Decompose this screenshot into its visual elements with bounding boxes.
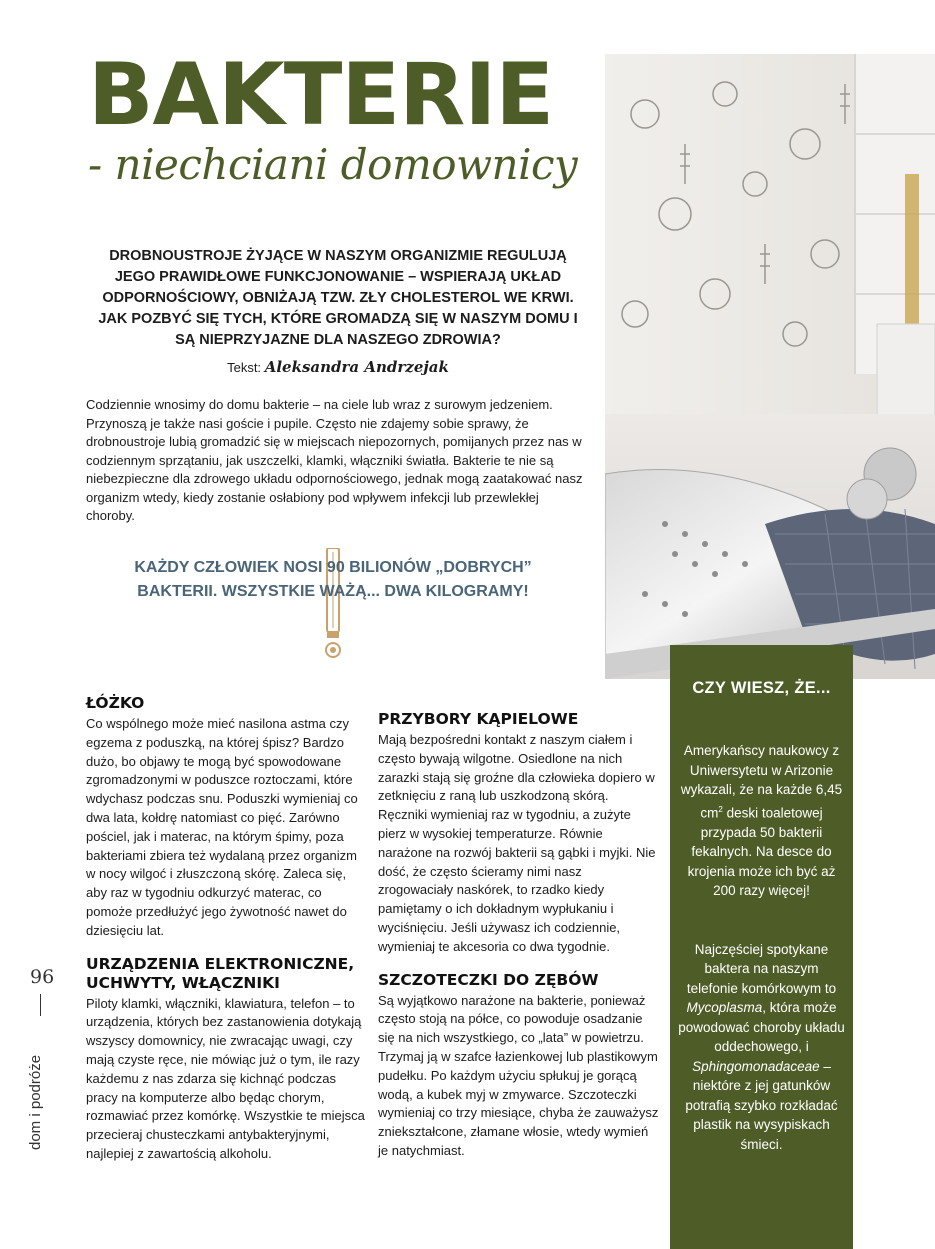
page-divider [40, 994, 41, 1016]
author-name: Aleksandra Andrzejak [264, 358, 449, 376]
photo-illustration [605, 54, 935, 679]
section-heading-bath: PRZYBORY KĄPIELOWE [378, 710, 579, 728]
left-column [86, 694, 368, 1164]
section-text-bath: Mają bezpośredni kontakt z naszym ciałem i często bywają wilgotne. Osiedlone na nich zarazki stają się groźne dla człowieka dopiero w zetknięciu z raną lub uszkodzoną skórą. Ręczniki wymieniaj raz w tygodniu, a zużyte pierz w wysokiej temperaturze. Równie narażone na rozwój bakterii są gąbki i myjki. Nie dość, że często ścieramy nimi nasz zrogowaciały naskórek, to rzadko kiedy pamiętamy o ich dokładnym wypłukaniu i wyciśnięciu. Jeśli używasz ich codziennie, wymieniaj te akcesoria co dwa tygodnie. [378, 732, 656, 954]
did-you-know-box [670, 645, 853, 1249]
sidebar-heading: CZY WIESZ, ŻE... [692, 679, 831, 697]
author-line [88, 358, 588, 376]
pullquote: KAŻDY CZŁOWIEK NOSI 90 BILIONÓW „DOBRYCH” BAKTERII. WSZYSTKIE WAŻĄ... DWA KILOGRAMY! [134, 559, 532, 600]
magazine-section-label: dom i podróże [27, 1054, 44, 1150]
author-prefix: Tekst: [227, 360, 262, 375]
section-text-toothbrush: Są wyjątkowo narażone na bakterie, ponieważ często stoją na półce, co powoduje osadzanie się na nich wszystkiego, co „lata” w powietrzu. Trzymaj ją w szafce łazienkowej lub plastikowym pudełku. Po każdym użyciu spłukuj je gorącą wodą, a kubek myj w zmywarce. Szczoteczki wymieniaj co trzy miesiące, chyba że zauważysz zniekształcone, złamane włosie, wtedy wymień je natychmiast. [378, 992, 659, 1158]
section-text-electronics: Piloty klamki, włączniki, klawiatura, telefon – to urządzenia, których bez zastanowienia dotykają wszyscy domownicy, nie zwracając uwagi, czy mają czyste ręce, nie mówiąc już o tym, ile razy każdemu z nas zdarza się kichnąć podczas pracy na komputerze albo będąc chorym, rozmawiać przez komórkę. Wszystkie te miejsca przecieraj chusteczkami antybakteryjnymi, najlepiej z zawartością alkoholu. [86, 995, 365, 1161]
section-heading-electronics: URZĄDZENIA ELEKTRONICZNE, UCHWYTY, WŁĄCZNIKI [86, 954, 355, 992]
middle-column [378, 710, 660, 1161]
section-heading-toothbrush: SZCZOTECZKI DO ZĘBÓW [378, 970, 599, 989]
page-number: 96 [30, 966, 55, 988]
sidebar-fact-2: Najczęściej spotykane baktera na naszym telefonie komórkowym to Mycoplasma, która może powodować choroby układu oddechowego, i Sphingomonadaceae – niektóre z jej gatunków potrafią szybko rozkładać plastik na wysypiskach śmieci. [678, 941, 845, 1152]
kitchen-sink-photo [605, 54, 935, 679]
article-title: BAKTERIE [88, 45, 554, 145]
sidebar-fact-1: Amerykańscy naukowcy z Uniwersytetu w Arizonie wykazali, że na każde 6,45 $cm^2$ deski toaletowej przypada 50 bakterii fekalnych. Na desce do krojenia może ich być aż 200 razy więcej! [680, 743, 843, 898]
intro-paragraph: Codziennie wnosimy do domu bakterie – na ciele lub wraz z surowym jedzeniem. Przynoszą je także nasi goście i pupile. Często nie zdajemy sobie sprawy, że drobnoustroje lubią gromadzić się w miejscach niepozornych, pomijanych przez nas w codziennym sprzątaniu, jak uszczelki, klamki, włączniki światła. Bakterie te nie są niebezpieczne dla zdrowego układu odpornościowego, jednak mogą zaatakować nasz organizm wtedy, kiedy zostanie osłabiony pod wpływem infekcji lub przewlekłej choroby. [86, 397, 583, 523]
article-subtitle: - niechciani domownicy [88, 140, 578, 189]
section-heading-bed: ŁÓŻKO [86, 694, 145, 712]
section-text-bed: Co wspólnego może mieć nasilona astma czy egzema z poduszką, na której śpisz? Bardzo dużo, bo objawy te mogą być spowodowane zgromadzonymi w poduszce roztoczami, które wdychasz podczas snu. Poduszki wymieniaj co dwa lata, kołdrę natomiast co pięć. Zarówno pościel, jak i materac, na którym śpimy, poza bakteriami zbiera też wydalaną przez organizm w nocy wilgoć i złuszczoną skórę. Zaleca się, aby raz w tygodniu odkurzyć materac, co pomoże przedłużyć jego żywotność nawet do dziesięciu lat. [86, 716, 358, 938]
article-lead: DROBNOUSTROJE ŻYJĄCE W NASZYM ORGANIZMIE REGULUJĄ JEGO PRAWIDŁOWE FUNKCJONOWANIE – WSPIERAJĄ UKŁAD ODPORNOŚCIOWY, OBNIŻAJĄ TZW. ZŁY CHOLESTEROL WE KRWI. JAK POZBYĆ SIĘ TYCH, KTÓRE GROMADZĄ SIĘ W NASZYM DOMU I SĄ NIEPRZYJAZNE DLA NASZEGO ZDROWIA? [98, 248, 578, 348]
pullquote-block [98, 548, 568, 668]
